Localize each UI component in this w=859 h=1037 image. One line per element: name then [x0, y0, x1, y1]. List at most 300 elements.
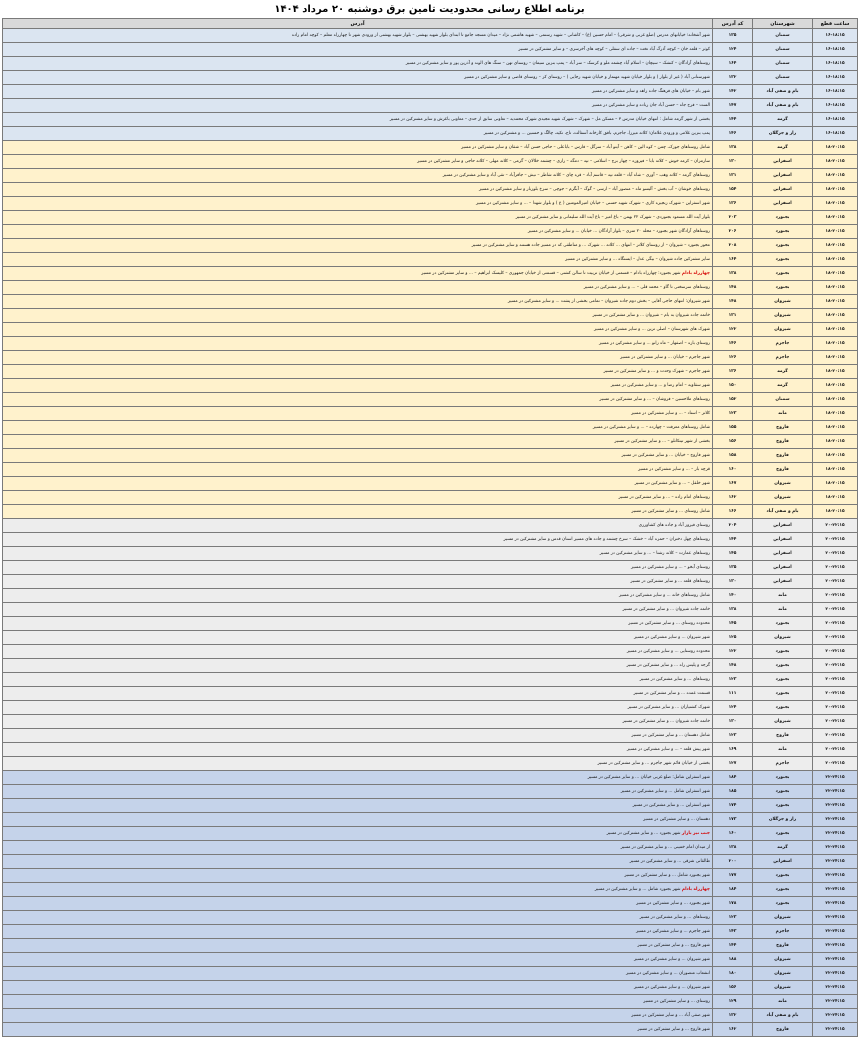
cell-code: ۱۵۸	[713, 449, 753, 463]
cell-time: ۲۲-۲۴:۱۵	[813, 785, 858, 799]
cell-address: بخشی از شهر گرمه شامل : انتهای خیابان مدرس ۳ – مسکن مل – شهرک – شهرک شهید مجیدی شهرک محمدیه – تعاونی سابق از حدی – معاونی باغرش و سایر مشترکین در مسیر	[3, 113, 713, 127]
table-row	[3, 29, 858, 43]
header-city: شهرستان	[753, 19, 813, 29]
cell-code: ۱۶۶	[713, 505, 753, 519]
cell-code: ۱۳۲	[713, 71, 753, 85]
cell-address: شهر اسفراین شامل ... و سایر مشترکین در مسیر	[3, 785, 713, 799]
cell-code: ۱۳۲	[713, 1009, 753, 1023]
cell-code: ۱۴۴	[713, 113, 753, 127]
cell-city: اسفراین	[753, 155, 813, 169]
cell-time: ۲۰-۲۲:۱۵	[813, 659, 858, 673]
table-row	[3, 141, 858, 155]
table-body	[3, 29, 858, 1037]
cell-code: ۱۵۶	[713, 435, 753, 449]
cell-code: ۱۲۶	[713, 351, 753, 365]
cell-city: بجنورد	[753, 827, 813, 841]
table-row	[3, 547, 858, 561]
table-row	[3, 589, 858, 603]
table-row	[3, 393, 858, 407]
cell-time: ۱۸-۲۰:۱۵	[813, 435, 858, 449]
cell-code: ۲۰۶	[713, 225, 753, 239]
cell-city: فاروج	[753, 729, 813, 743]
cell-address: شهر جاجرم ... و سایر مشترکین در مسیر	[3, 925, 713, 939]
outage-table	[2, 18, 858, 1037]
cell-address: شهر بجنورد ... و سایر مشترکین در مسیر	[3, 897, 713, 911]
cell-code: ۱۳۰	[713, 575, 753, 589]
cell-time: ۲۰-۲۲:۱۵	[813, 547, 858, 561]
table-row	[3, 981, 858, 995]
table-row	[3, 295, 858, 309]
cell-time: ۱۶-۱۸:۱۵	[813, 43, 858, 57]
cell-city: فاروج	[753, 449, 813, 463]
table-row	[3, 687, 858, 701]
table-row	[3, 239, 858, 253]
cell-address: شهر اسفراین شامل: ضلع غربی خیابان ... و سایر مشترکین در مسیر	[3, 771, 713, 785]
cell-city: بجنورد	[753, 267, 813, 281]
cell-code: ۲۰۰	[713, 855, 753, 869]
cell-time: ۲۲-۲۴:۱۵	[813, 967, 858, 981]
cell-address: شامل روستاهای معرفت – چهارده – ... و سایر مشترکین در مسیر	[3, 421, 713, 435]
cell-code: ۱۴۵	[713, 547, 753, 561]
table-row	[3, 925, 858, 939]
cell-code: ۱۴۴	[713, 939, 753, 953]
table-row	[3, 505, 858, 519]
highlighted-text: جنب تیر بازار	[680, 831, 710, 836]
cell-address: شهر اسفراین ... و سایر مشترکین در مسیر	[3, 799, 713, 813]
table-row	[3, 841, 858, 855]
page-title: برنامه اطلاع رسانی محدودیت تامین برق دوشنبه ۲۰ مرداد ۱۴۰۴	[274, 4, 585, 15]
cell-city: اسفراین	[753, 855, 813, 869]
cell-time: ۱۸-۲۰:۱۵	[813, 449, 858, 463]
cell-address: شهر بام – خیابان های فرهنگ جاده زاهد و سایر مشترکین در مسیر	[3, 85, 713, 99]
cell-city: بجنورد	[753, 701, 813, 715]
cell-address: روستاهای ... و سایر مشترکین در مسیر	[3, 673, 713, 687]
cell-time: ۲۲-۲۴:۱۵	[813, 799, 858, 813]
cell-time: ۱۶-۱۸:۱۵	[813, 127, 858, 141]
cell-city: جاجرم	[753, 925, 813, 939]
cell-address: شهر خلقل – ... و سایر مشترکین در مسیر	[3, 477, 713, 491]
cell-address: شهرک های شهرستان – اصلی ترین ... و سایر مشترکین در مسیر	[3, 323, 713, 337]
cell-code: ۱۲۳	[713, 407, 753, 421]
header-address: آدرس	[3, 19, 713, 29]
table-row	[3, 449, 858, 463]
cell-code: ۱۴۷	[713, 99, 753, 113]
cell-code: ۱۲۲	[713, 645, 753, 659]
cell-city: اسفراین	[753, 533, 813, 547]
table-row	[3, 477, 858, 491]
cell-time: ۱۶-۱۸:۱۵	[813, 29, 858, 43]
cell-city: بجنورد	[753, 659, 813, 673]
cell-time: ۱۸-۲۰:۱۵	[813, 477, 858, 491]
cell-time: ۱۶-۱۸:۱۵	[813, 99, 858, 113]
cell-code: ۱۳۶	[713, 365, 753, 379]
table-row	[3, 575, 858, 589]
cell-address: سایر مشترکین جاده شیروان – بیگی عدل – ایستگاه ... و سایر مشترکین در مسیر	[3, 253, 713, 267]
cell-code: ۱۶۰	[713, 463, 753, 477]
cell-city: شیروان	[753, 911, 813, 925]
cell-time: ۲۲-۲۴:۱۵	[813, 827, 858, 841]
cell-code: ۱۷۴	[713, 799, 753, 813]
cell-city: اسفراین	[753, 547, 813, 561]
header-time: ساعت قطع	[813, 19, 858, 29]
cell-address: کوثر – قلعه خان – کوچه آذرگ آباد تخت – جاده ای سفلی – کوچه های آخرسری – و سایر مشترکین در مسیر	[3, 43, 713, 57]
table-row	[3, 869, 858, 883]
table-row	[3, 169, 858, 183]
cell-city: بجنورد	[753, 687, 813, 701]
cell-code: ۱۴۰	[713, 589, 753, 603]
cell-address: شهر پیش قلعه – ... و سایر مشترکین در مسیر	[3, 743, 713, 757]
cell-city: گرمه	[753, 365, 813, 379]
cell-code: ۱۳۸	[713, 267, 753, 281]
cell-code: ۱۲۳	[713, 673, 753, 687]
cell-city: جاجرم	[753, 757, 813, 771]
cell-time: ۲۲-۲۴:۱۵	[813, 953, 858, 967]
highlighted-text: چهارراه بادام	[680, 271, 710, 276]
cell-address: شهر فاروج – خیابان ... و سایر مشترکین در مسیر	[3, 449, 713, 463]
cell-time: ۲۲-۲۴:۱۵	[813, 939, 858, 953]
cell-city: مانه	[753, 995, 813, 1009]
cell-city: مانه	[753, 743, 813, 757]
cell-code: ۱۴۸	[713, 659, 753, 673]
table-row	[3, 491, 858, 505]
cell-address: از میدان امام خمینی ... و سایر مشترکین در مسیر	[3, 841, 713, 855]
table-row	[3, 659, 858, 673]
cell-time: ۲۰-۲۲:۱۵	[813, 743, 858, 757]
cell-time: ۲۰-۲۲:۱۵	[813, 687, 858, 701]
cell-code: ۱۸۴	[713, 771, 753, 785]
table-row	[3, 127, 858, 141]
cell-city: شیروان	[753, 477, 813, 491]
table-row	[3, 323, 858, 337]
cell-city: شیروان	[753, 967, 813, 981]
cell-address: خاتمه جاده شیروان ... و سایر مشترکین در مسیر	[3, 715, 713, 729]
cell-address: شهر آشخانه؛ خیابانهای مدرس (ضلع غربی و شرقی) – امام حسین (ع) – کاشانی – شهید رستمی – شهید هاشمی نژاد – میدان مسجد جامع تا ابتدای بلوار شهید بهشتی – بلوار شهید بهشتی از ورودی شهر تا چهارراه معلم – کوچه امام زاده	[3, 29, 713, 43]
table-row	[3, 603, 858, 617]
table-row	[3, 631, 858, 645]
cell-time: ۲۰-۲۲:۱۵	[813, 757, 858, 771]
table-row	[3, 939, 858, 953]
cell-address: روستاهای امام زاده – ... و سایر مشترکین در مسیر	[3, 491, 713, 505]
table-row	[3, 967, 858, 981]
cell-city: مانه	[753, 407, 813, 421]
cell-time: ۲۲-۲۴:۱۵	[813, 883, 858, 897]
cell-address: روستاهای ... و سایر مشترکین در مسیر	[3, 911, 713, 925]
cell-time: ۲۰-۲۲:۱۵	[813, 603, 858, 617]
cell-code: ۱۲۴	[713, 43, 753, 57]
cell-address: قسمت عمده ... و سایر مشترکین در مسیر	[3, 687, 713, 701]
cell-city: راز و جرگلان	[753, 813, 813, 827]
cell-code: ۱۴۶	[713, 337, 753, 351]
table-row	[3, 785, 858, 799]
cell-time: ۱۸-۲۰:۱۵	[813, 393, 858, 407]
cell-address: خاتمه جاده شیروان به بام – شیروان ... و سایر مشترکین در مسیر	[3, 309, 713, 323]
cell-city: سمنان	[753, 29, 813, 43]
cell-time: ۱۶-۱۸:۱۵	[813, 57, 858, 71]
cell-address: جنب تیر بازار شهر بجنورد ... و سایر مشترکین در مسیر	[3, 827, 713, 841]
cell-time: ۲۲-۲۴:۱۵	[813, 925, 858, 939]
cell-address: قرچه بار – ... و سایر مشترکین در مسیر	[3, 463, 713, 477]
cell-city: سمنان	[753, 71, 813, 85]
table-row	[3, 309, 858, 323]
cell-address: شامل روستاهای خانه ... و سایر مشترکین در مسیر	[3, 589, 713, 603]
table-header-row	[3, 19, 858, 29]
table-row	[3, 743, 858, 757]
cell-city: بجنورد	[753, 771, 813, 785]
cell-address: روستاهای خوشان – آب بخش – آلیسو ماه – منصور آباد – ارسی – گوگ – آبگرم – جوچی – سرخ بلوزبار و سایر مشترکین در مسیر	[3, 183, 713, 197]
cell-city: فاروج	[753, 939, 813, 953]
cell-time: ۱۸-۲۰:۱۵	[813, 225, 858, 239]
cell-address: بخشی از شهر تیتکانلو – ... و سایر مشترکین در مسیر	[3, 435, 713, 449]
cell-address: بخشی از خیابان قائم شهر جاجرم ... و سایر مشترکین در مسیر	[3, 757, 713, 771]
cell-code: ۱۴۵	[713, 617, 753, 631]
cell-city: فاروج	[753, 435, 813, 449]
cell-code: ۱۴۲	[713, 85, 753, 99]
table-row	[3, 113, 858, 127]
cell-time: ۲۲-۲۴:۱۵	[813, 813, 858, 827]
cell-code: ۱۳۵	[713, 561, 753, 575]
cell-time: ۲۲-۲۴:۱۵	[813, 1023, 858, 1037]
cell-address: شهر اسفراین – شهرک زنجیره کاری – شهرک شهید حسنی – خیابان امیرالمومنین ( ع ) و بلوار شهدا – ... و سایر مشترکین در مسیر	[3, 197, 713, 211]
cell-time: ۲۲-۲۴:۱۵	[813, 897, 858, 911]
table-row	[3, 673, 858, 687]
cell-code: ۲۰۴	[713, 519, 753, 533]
cell-city: بام و صفی آباد	[753, 1009, 813, 1023]
cell-code: ۱۳۸	[713, 841, 753, 855]
cell-address: روستاهای آزادگان شهر بجنورد – محله ۲۰ متری – بلوار آزادگان ... خیابان ... و سایر مشترکین در مسیر	[3, 225, 713, 239]
cell-time: ۱۸-۲۰:۱۵	[813, 351, 858, 365]
cell-time: ۱۶-۱۸:۱۵	[813, 71, 858, 85]
cell-city: بجنورد	[753, 673, 813, 687]
cell-address: شهر صفی آباد ... و سایر مشترکین در مسیر	[3, 1009, 713, 1023]
cell-city: جاجرم	[753, 337, 813, 351]
cell-code: ۲۰۸	[713, 239, 753, 253]
cell-city: مانه	[753, 603, 813, 617]
cell-time: ۲۲-۲۴:۱۵	[813, 841, 858, 855]
cell-address: سارمران – کرمه خوش – کلاته بابا – فیروزه – چهار برج – اسلامی – تپه – دمگه – رازی – چشمه خلالان – گرمی – کلاته مهلی – کلاته حاجی و سایر مشترکین در مسیر	[3, 155, 713, 169]
cell-city: راز و جرگلان	[753, 127, 813, 141]
table-row	[3, 953, 858, 967]
cell-city: سمنان	[753, 43, 813, 57]
cell-time: ۲۲-۲۴:۱۵	[813, 911, 858, 925]
cell-time: ۱۸-۲۰:۱۵	[813, 183, 858, 197]
table-row	[3, 253, 858, 267]
cell-time: ۱۸-۲۰:۱۵	[813, 337, 858, 351]
cell-address: چهارراه بادام شهر بجنورد شامل ... و سایر مشترکین در مسیر	[3, 883, 713, 897]
table-row	[3, 351, 858, 365]
cell-city: بجنورد	[753, 869, 813, 883]
cell-address: بلوار آیت الله مسعود بجنوردی – شهرک ۲۲ بهمن – باغ امیر – باغ آیت الله سلیمانی و سایر مشترکین در مسیر	[3, 211, 713, 225]
cell-time: ۱۸-۲۰:۱۵	[813, 421, 858, 435]
cell-city: شیروان	[753, 715, 813, 729]
cell-city: بجنورد	[753, 617, 813, 631]
table-row	[3, 365, 858, 379]
cell-address: پمپ بنزین غلامی و ورودی غلامان؛ کلاته میرزا، جاجرم، بافق کارخانه آسفالت، تاج، تکیه، چالگ و حسنین ... و مشترکین در مسیر	[3, 127, 713, 141]
cell-time: ۱۸-۲۰:۱۵	[813, 239, 858, 253]
cell-city: بجنورد	[753, 211, 813, 225]
cell-code: ۱۲۲	[713, 323, 753, 337]
cell-city: اسفراین	[753, 561, 813, 575]
table-row	[3, 183, 858, 197]
table-row	[3, 155, 858, 169]
cell-time: ۲۲-۲۴:۱۵	[813, 1009, 858, 1023]
header-code: کد آدرس	[713, 19, 753, 29]
table-row	[3, 897, 858, 911]
cell-city: شیروان	[753, 953, 813, 967]
table-row	[3, 1023, 858, 1037]
cell-time: ۱۸-۲۰:۱۵	[813, 407, 858, 421]
table-row	[3, 71, 858, 85]
cell-city: فاروج	[753, 1023, 813, 1037]
cell-code: ۱۵۵	[713, 421, 753, 435]
cell-city: شیروان	[753, 295, 813, 309]
table-row	[3, 911, 858, 925]
cell-address: شامل دهستان ... و سایر مشترکین در مسیر	[3, 729, 713, 743]
highlighted-text: چهارراه بادام	[680, 887, 710, 892]
table-row	[3, 99, 858, 113]
cell-code: ۱۴۳	[713, 925, 753, 939]
cell-code: ۱۶۰	[713, 827, 753, 841]
table-row	[3, 883, 858, 897]
cell-address: شهر جاجرم – خیابان ... و سایر مشترکین در مسیر	[3, 351, 713, 365]
cell-code: ۱۳۱	[713, 169, 753, 183]
cell-time: ۲۲-۲۴:۱۵	[813, 869, 858, 883]
cell-city: شیروان	[753, 631, 813, 645]
cell-time: ۲۰-۲۲:۱۵	[813, 617, 858, 631]
cell-time: ۱۸-۲۰:۱۵	[813, 463, 858, 477]
cell-code: ۱۳۰	[713, 715, 753, 729]
cell-city: بام و صفی آباد	[753, 505, 813, 519]
cell-code: ۱۶۴	[713, 57, 753, 71]
cell-address: روستاهای ملاحسین – فروشان – ... و سایر مشترکین در مسیر	[3, 393, 713, 407]
cell-address: شهر بجنورد شامل ... و سایر مشترکین در مسیر	[3, 869, 713, 883]
cell-city: فاروج	[753, 463, 813, 477]
cell-code: ۱۲۴	[713, 701, 753, 715]
cell-city: شیروان	[753, 491, 813, 505]
cell-address: محدوده روستای ... و سایر مشترکین در مسیر	[3, 617, 713, 631]
cell-code: ۱۳۰	[713, 155, 753, 169]
cell-code: ۱۸۸	[713, 953, 753, 967]
cell-time: ۱۸-۲۰:۱۵	[813, 253, 858, 267]
table-row	[3, 379, 858, 393]
cell-address: شامل روستاهای جوزک، چمن – کوه الین – کاهن – آیتو آباد – سرگل – فارس – باباعلی – حاجی حسن آباد – شقان و سایر مشترکین در مسیر	[3, 141, 713, 155]
cell-time: ۲۲-۲۴:۱۵	[813, 771, 858, 785]
cell-code: ۱۳۵	[713, 29, 753, 43]
cell-code: ۱۵۶	[713, 981, 753, 995]
cell-city: اسفراین	[753, 169, 813, 183]
cell-time: ۲۰-۲۲:۱۵	[813, 701, 858, 715]
cell-code: ۲۰۳	[713, 211, 753, 225]
cell-time: ۲۰-۲۲:۱۵	[813, 533, 858, 547]
cell-city: شیروان	[753, 323, 813, 337]
cell-time: ۱۸-۲۰:۱۵	[813, 169, 858, 183]
cell-address: شهر شیروان ... و سایر مشترکین در مسیر	[3, 953, 713, 967]
cell-address: روستاهای قلعه ... و سایر مشترکین در مسیر	[3, 575, 713, 589]
cell-time: ۱۸-۲۰:۱۵	[813, 309, 858, 323]
cell-address: روستای ... و سایر مشترکین در مسیر	[3, 995, 713, 1009]
cell-time: ۲۰-۲۲:۱۵	[813, 561, 858, 575]
cell-time: ۱۸-۲۰:۱۵	[813, 281, 858, 295]
cell-city: فاروج	[753, 421, 813, 435]
cell-code: ۱۳۸	[713, 603, 753, 617]
cell-code: ۱۲۷	[713, 757, 753, 771]
cell-code: ۱۴۴	[713, 533, 753, 547]
table-row	[3, 729, 858, 743]
table-row	[3, 211, 858, 225]
cell-time: ۲۲-۲۴:۱۵	[813, 981, 858, 995]
table-row	[3, 813, 858, 827]
cell-time: ۲۰-۲۲:۱۵	[813, 673, 858, 687]
cell-address: گرجه و پلیس راه ... و سایر مشترکین در مسیر	[3, 659, 713, 673]
cell-time: ۱۸-۲۰:۱۵	[813, 365, 858, 379]
cell-code: ۱۳۸	[713, 141, 753, 155]
cell-code: ۱۲۵	[713, 631, 753, 645]
table-row	[3, 799, 858, 813]
cell-code: ۱۴۸	[713, 281, 753, 295]
table-row	[3, 57, 858, 71]
cell-city: بجنورد	[753, 253, 813, 267]
table-row	[3, 519, 858, 533]
cell-address: محدوده روستایی ... و سایر مشترکین در مسیر	[3, 645, 713, 659]
table-row	[3, 701, 858, 715]
cell-address: شهر فاروج ... و سایر مشترکین در مسیر	[3, 939, 713, 953]
cell-address: روستاهای سرسختی تا گاو – محمد قلی – ... و سایر مشترکین در مسیر	[3, 281, 713, 295]
table-row	[3, 715, 858, 729]
cell-time: ۲۰-۲۲:۱۵	[813, 589, 858, 603]
cell-city: بجنورد	[753, 645, 813, 659]
cell-code: ۱۸۰	[713, 967, 753, 981]
table-row	[3, 43, 858, 57]
cell-address: شهرستانی آباد ( غیر از بلوار ) و بلوار خیابان شهید مهنمار و خیابان شهید رجایی ) – روستای کز – روستای قاضی و سایر مشترکین در مسیر	[3, 71, 713, 85]
table-row	[3, 757, 858, 771]
cell-code: ۱۶۴	[713, 253, 753, 267]
cell-time: ۱۸-۲۰:۱۵	[813, 491, 858, 505]
cell-city: گرمه	[753, 841, 813, 855]
cell-time: ۱۸-۲۰:۱۵	[813, 211, 858, 225]
cell-code: ۱۵۲	[713, 393, 753, 407]
cell-address: روستاهای آزادگان – کنشک – سیچان – اسلام آباد چشمه ملو و کرسک – سر آباد – پمپ بنزین سیمان – روستای تهن – سنگ های الوند و آذرین پور و سایر مشترکین در مسیر	[3, 57, 713, 71]
cell-code: ۱۶۹	[713, 743, 753, 757]
cell-address: الست – فرح جاه – حسن آباد جان رباده و سایر مشترکین در مسیر	[3, 99, 713, 113]
table-row	[3, 267, 858, 281]
table-row	[3, 337, 858, 351]
cell-code: ۱۳۶	[713, 197, 753, 211]
table-row	[3, 855, 858, 869]
cell-address: شامل روستای ... و سایر مشترکین در مسیر	[3, 505, 713, 519]
cell-address: شهر شیروان: انتهای حاجی آقایی – بخش دوم جاده شیروان – تمامی بخشی از پشت ... و سایر مشترکین در مسیر	[3, 295, 713, 309]
cell-code: ۱۵۴	[713, 183, 753, 197]
cell-code: ۱۶۲	[713, 1023, 753, 1037]
cell-address: خاتمه جاده شیروان ... و سایر مشترکین در مسیر	[3, 603, 713, 617]
cell-time: ۲۲-۲۴:۱۵	[813, 855, 858, 869]
cell-city: بام و صفی آباد	[753, 99, 813, 113]
cell-code: ۱۸۵	[713, 785, 753, 799]
cell-city: اسفراین	[753, 575, 813, 589]
cell-code: ۱۴۸	[713, 295, 753, 309]
cell-address: شهر فاروج ... و سایر مشترکین در مسیر	[3, 1023, 713, 1037]
cell-city: اسفراین	[753, 519, 813, 533]
cell-time: ۱۸-۲۰:۱۵	[813, 505, 858, 519]
table-row	[3, 771, 858, 785]
cell-address: شهرک کشتیاران ... و سایر مشترکین در مسیر	[3, 701, 713, 715]
cell-code: ۱۲۳	[713, 729, 753, 743]
table-row	[3, 85, 858, 99]
cell-city: بام و صفی آباد	[753, 85, 813, 99]
cell-time: ۱۸-۲۰:۱۵	[813, 155, 858, 169]
cell-address: دهستان ... و سایر مشترکین در مسیر	[3, 813, 713, 827]
cell-address: محور بجنورد – شیروان – از روستای کلاتر – انتهای ... کلاته ... شهرک ... و مناطقی که در مسیر جاده هستند و سایر مشترکین در مسیر	[3, 239, 713, 253]
cell-city: سمنان	[753, 57, 813, 71]
cell-address: روستای آبخو – ... و سایر مشترکین در مسیر	[3, 561, 713, 575]
